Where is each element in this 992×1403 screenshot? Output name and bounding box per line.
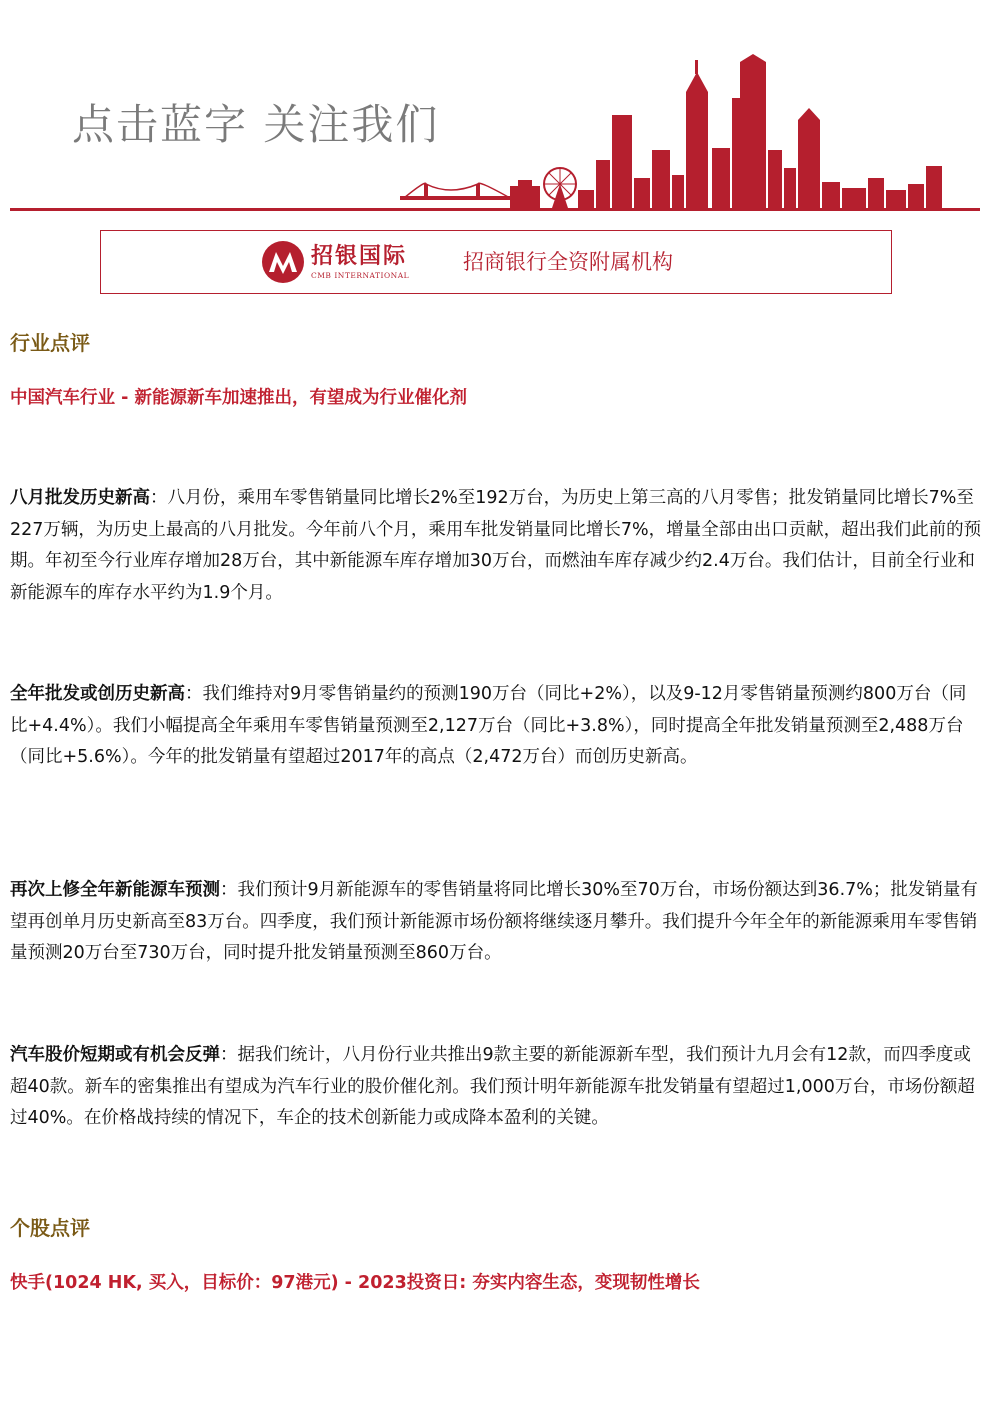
- paragraph-lead: 再次上修全年新能源车预测: [10, 880, 220, 900]
- paragraph-body: ：据我们统计，八月份行业共推出9款主要的新能源新车型，我们预计九月会有12款，而四季度或超40款。新车的密集推出有望成为汽车行业的股价催化剂。我们预计明年新能源车批发销量有望超过1,000万台，市场份额超过40%。在价格战持续的情况下，车企的技术创新能力或成降本盈利的关键。: [10, 1045, 975, 1128]
- paragraph-body: ：我们预计9月新能源车的零售销量将同比增长30%至70万台，市场份额达到36.7%；批发销量有望再创单月历史新高至83万台。四季度，我们预计新能源市场份额将继续逐月攀升。我们提升今年全年的新能源乘用车零售销量预测20万台至730万台，同时提升批发销量预测至860万台。: [10, 880, 978, 963]
- header-banner: [0, 0, 992, 215]
- institution-logo-box: [100, 230, 892, 294]
- logo-slogan: 招商银行全资附属机构: [463, 250, 673, 274]
- paragraph-body: ：八月份，乘用车零售销量同比增长2%至192万台，为历史上第三高的八月零售；批发销量同比增长7%至227万辆，为历史上最高的八月批发。今年前八个月，乘用车批发销量同比增长7%，增量全部由出口贡献，超出我们此前的预期。年初至今行业库存增加28万台，其中新能源车库存增加30万台，而燃油车库存减少约2.4万台。我们估计，目前全行业和新能源车的库存水平约为1.9个月。: [10, 488, 982, 603]
- industry-heading: 行业点评: [10, 331, 90, 355]
- paragraph-lead: 八月批发历史新高: [10, 488, 150, 508]
- industry-title: 中国汽车行业 - 新能源新车加速推出，有望成为行业催化剂: [10, 388, 467, 408]
- logo-name-en: CMB INTERNATIONAL: [311, 271, 410, 280]
- stock-heading: 个股点评: [10, 1216, 90, 1240]
- paragraph-stock-rebound: [10, 1040, 982, 1135]
- paragraph-lead: 汽车股价短期或有机会反弹: [10, 1045, 220, 1065]
- paragraph-nev-forecast: [10, 875, 982, 970]
- paragraph-full-year-wholesale: [10, 679, 982, 774]
- stock-title: 快手(1024 HK, 买入，目标价：97港元) - 2023投资日: 夯实内容生态，变现韧性增长: [10, 1273, 700, 1293]
- paragraph-august-wholesale: [10, 483, 982, 609]
- banner-title[interactable]: 点击蓝字 关注我们: [72, 100, 440, 149]
- paragraph-lead: 全年批发或创历史新高: [10, 684, 185, 704]
- paragraph-body: ：我们维持对9月零售销量约的预测190万台（同比+2%），以及9-12月零售销量预测约800万台（同比+4.4%）。我们小幅提高全年乘用车零售销量预测至2,127万台（同比+3.8%），同时提高全年批发销量预测至2,488万台（同比+5.6%）。今年的批发销量有望超过2017年的高点（2,472万台）而创历史新高。: [10, 684, 967, 767]
- logo-name-cn: 招银国际: [311, 243, 408, 269]
- city-skyline-illustration: [0, 0, 992, 215]
- cmb-logo-icon: [261, 240, 305, 284]
